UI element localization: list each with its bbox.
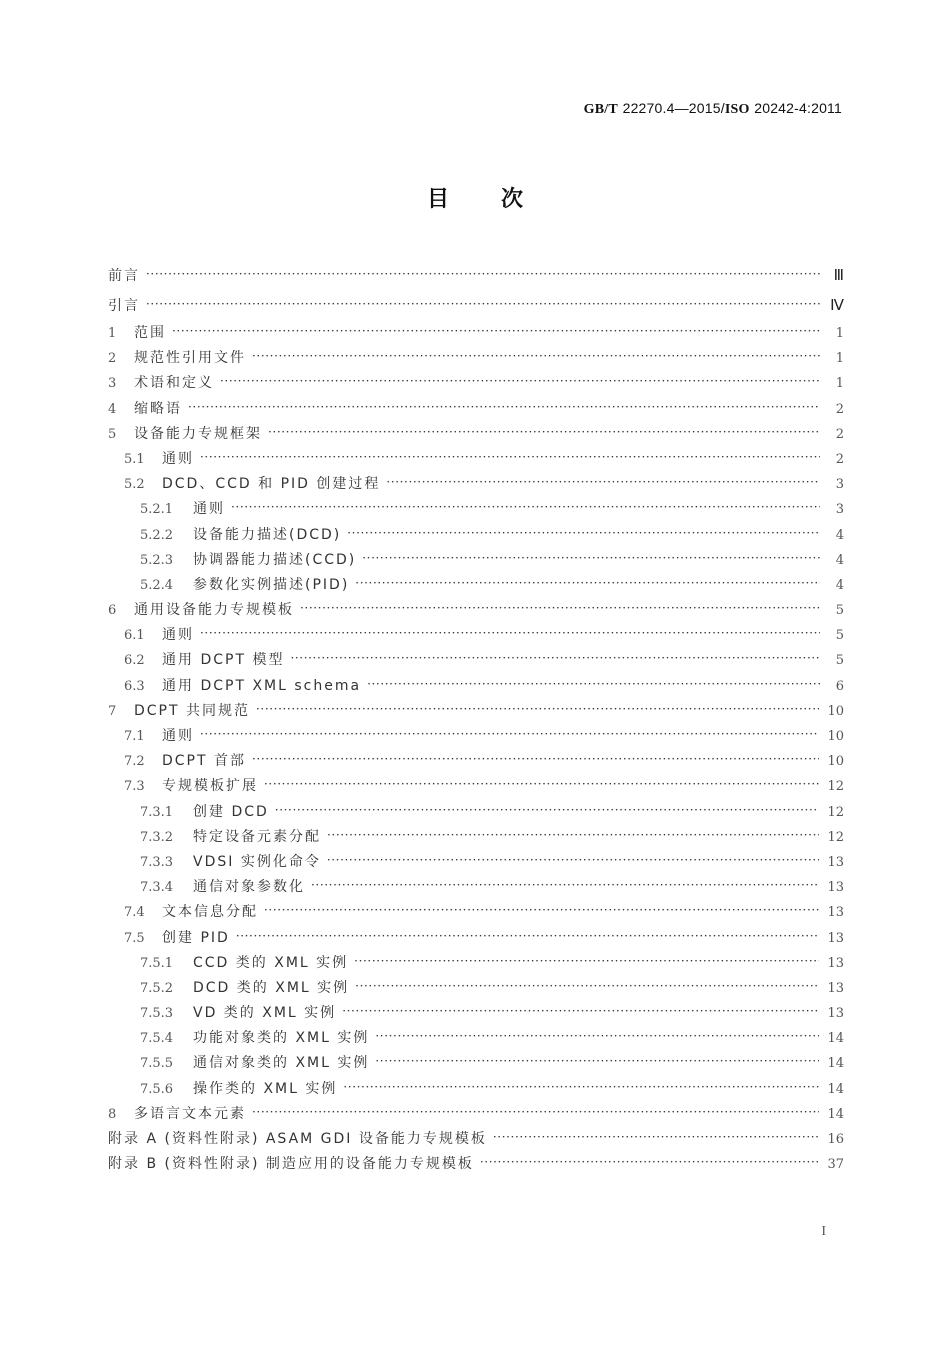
toc-entry-page: 14 [827,1056,844,1072]
toc-entry-page: 3 [835,477,844,493]
toc-entry[interactable] [108,875,844,900]
toc-leader-dots [386,470,820,495]
toc-leader-dots [252,747,819,772]
toc-leader-dots [375,1049,819,1074]
toc-entry-label: 参数化实例描述(PID) [193,576,350,593]
toc-leader-dots [300,596,820,621]
toc-entry-label: 操作类的 XML 实例 [193,1080,338,1097]
toc-leader-dots [355,974,819,999]
toc-entry-number: 7.1 [124,729,145,744]
toc-leader-dots [220,369,820,394]
toc-entry-number: 7.3 [124,779,145,795]
toc-entry-page: 4 [835,552,844,568]
toc-entry-label: 通则 [162,450,194,467]
toc-entry-label: 附录 A (资料性附录) ASAM GDI 设备能力专规模板 [108,1131,487,1147]
iso-number: 20242-4:2011 [754,100,842,116]
toc-entry[interactable] [108,573,844,598]
toc-entry-number: 7.5.2 [140,980,174,996]
toc-entry[interactable] [108,422,844,447]
toc-entry[interactable] [108,472,844,497]
toc-entry-page: 5 [835,628,844,644]
toc-entry-number: 7.5.1 [140,955,174,971]
toc-entry-page: 4 [835,527,844,543]
toc-entry-label: 范围 [134,325,166,341]
toc-entry[interactable] [108,1026,844,1051]
toc-entry-page: 2 [835,401,844,417]
toc-entry-page: 37 [827,1157,844,1173]
toc-entry-label: 规范性引用文件 [134,350,246,367]
toc-entry-label: 文本信息分配 [162,904,258,921]
toc-entry[interactable] [108,523,844,548]
toc-entry-label: 通用设备能力专规模板 [134,602,294,619]
toc-entry-label: DCD 类的 XML 实例 [193,979,350,996]
toc-entry-label: DCPT 首部 [162,753,246,770]
toc-entry-page: 1 [835,376,844,392]
toc-leader-dots [342,999,819,1024]
toc-entry-page: 13 [827,955,844,971]
toc-leader-dots [367,672,820,697]
toc-leader-dots [146,260,820,290]
toc-entry[interactable] [108,1077,844,1102]
toc-entry-number: 7.3.2 [140,829,174,845]
toc-entry[interactable] [108,800,844,825]
toc-leader-dots [188,395,820,420]
toc-entry[interactable] [108,749,844,774]
toc-entry-label: 前言 [108,268,140,284]
toc-entry-number: 5.2.2 [140,527,174,543]
toc-entry-label: 通信对象类的 XML 实例 [193,1055,370,1072]
toc-entry-page: 5 [835,653,844,669]
toc-leader-dots [252,1100,819,1125]
toc-leader-dots [231,495,820,520]
toc-entry[interactable] [108,648,844,673]
toc-entry-page: 13 [827,980,844,996]
toc-entry-number: 6.1 [124,628,145,644]
toc-entry-page: 14 [827,1031,844,1047]
toc-entry[interactable] [108,951,844,976]
toc-leader-dots [354,949,819,974]
toc-entry-page: 12 [827,804,844,820]
toc-entry-page: 12 [827,779,844,795]
toc-leader-dots [146,290,820,320]
toc-entry-number: 5.2.3 [140,552,174,568]
toc-entry[interactable] [108,976,844,1001]
toc-entry-label: 通则 [162,728,194,744]
toc-entry-page: 10 [827,729,844,744]
toc-entry[interactable] [108,1001,844,1026]
toc-entry[interactable] [108,497,844,522]
toc-entry-label: CCD 类的 XML 实例 [193,954,349,971]
toc-leader-dots [275,798,820,823]
iso-prefix: ISO [724,102,750,117]
toc-entry-number: 7.5.5 [140,1056,174,1072]
toc-leader-dots [200,445,820,470]
toc-entry-label: VDSI 实例化命令 [193,853,321,870]
toc-entry-page: 10 [827,754,844,770]
page-title-char-1: 目 [426,187,449,212]
toc-leader-dots [327,823,819,848]
toc-entry-number: 5.2.1 [140,502,174,518]
toc-entry[interactable] [108,346,844,371]
toc-entry[interactable] [108,447,844,472]
toc-entry-number: 7.5.4 [140,1031,174,1047]
toc-entry[interactable] [108,900,844,925]
toc-leader-dots [375,1024,819,1049]
page-title-char-2: 次 [501,187,524,212]
toc-leader-dots [311,873,819,898]
toc-entry-number: 7.5 [124,930,145,946]
toc-leader-dots [264,772,819,797]
toc-entry-label: 术语和定义 [134,375,214,392]
toc-entry-number: 7.2 [124,754,145,770]
toc-entry-number: 7.4 [124,905,145,921]
table-of-contents [108,262,844,1177]
toc-entry[interactable] [108,262,844,292]
toc-entry-page: 13 [827,880,844,896]
toc-entry-number: 7.3.3 [140,854,174,870]
toc-entry-number: 5.2 [124,477,145,493]
toc-leader-dots [343,1075,819,1100]
toc-entry-number: 4 [108,401,117,417]
toc-entry-page: 2 [835,426,844,442]
toc-entry-label: 协调器能力描述(CCD) [193,551,357,568]
toc-leader-dots [290,646,820,671]
toc-entry-page: 2 [835,451,844,467]
toc-leader-dots [264,898,819,923]
toc-entry[interactable] [108,699,844,724]
toc-leader-dots [493,1125,820,1150]
toc-entry[interactable] [108,1127,844,1152]
toc-entry-page: 12 [827,829,844,845]
toc-entry[interactable] [108,1102,844,1127]
toc-entry-page: 4 [835,577,844,593]
toc-entry-label: 设备能力描述(DCD) [193,526,342,543]
toc-entry-number: 1 [108,326,117,341]
toc-entry-label: 创建 PID [162,929,230,946]
toc-entry-page: 1 [835,351,844,367]
toc-entry-number: 7.5.6 [140,1081,174,1097]
toc-entry-label: DCD、CCD 和 PID 创建过程 [162,476,381,493]
toc-entry-page: 13 [827,905,844,921]
toc-entry-number: 5 [108,426,117,442]
toc-entry[interactable] [108,825,844,850]
toc-entry-label: 功能对象类的 XML 实例 [193,1030,370,1047]
toc-entry-page: 10 [827,703,844,719]
toc-entry-page: 5 [835,603,844,619]
toc-entry-label: 引言 [108,297,140,314]
toc-entry-number: 7.3.1 [140,804,174,820]
toc-entry-number: 7.5.3 [140,1006,174,1022]
toc-entry-page: 6 [835,678,844,694]
toc-entry-page: Ⅳ [830,297,844,314]
toc-entry-number: 6.3 [124,678,145,694]
toc-entry[interactable] [108,1152,844,1177]
toc-entry-label: DCPT 共同规范 [134,702,250,719]
toc-entry[interactable] [108,623,844,648]
toc-leader-dots [236,924,820,949]
toc-entry[interactable] [108,548,844,573]
toc-entry-label: 通则 [193,501,225,518]
toc-entry-page: 13 [827,1006,844,1022]
toc-entry-page: 13 [827,930,844,946]
toc-entry-number: 5.2.4 [140,577,174,593]
toc-entry-number: 8 [108,1106,117,1122]
toc-leader-dots [362,546,820,571]
toc-entry-page: 16 [827,1132,844,1147]
footer-page-number: I [821,1224,826,1239]
toc-entry-number: 3 [108,376,117,392]
toc-leader-dots [347,521,820,546]
toc-entry-label: 特定设备元素分配 [193,828,321,845]
toc-entry-page: 14 [827,1106,844,1122]
toc-leader-dots [252,344,820,369]
toc-entry-label: 多语言文本元素 [134,1105,246,1122]
toc-entry[interactable] [108,371,844,396]
toc-entry[interactable] [108,850,844,875]
page-title [0,182,950,213]
toc-leader-dots [256,697,819,722]
toc-entry[interactable] [108,674,844,699]
toc-entry-number: 5.1 [124,451,145,467]
toc-entry[interactable] [108,1051,844,1076]
toc-entry-number: 6 [108,603,117,619]
standard-prefix: GB/T [583,102,618,117]
toc-entry[interactable] [108,397,844,422]
toc-entry-page: 13 [827,854,844,870]
toc-entry-label: 设备能力专规框架 [134,425,262,442]
toc-entry-page: 1 [835,326,844,341]
toc-entry[interactable] [108,292,844,322]
toc-entry-number: 7 [108,703,117,719]
toc-leader-dots [200,722,819,747]
toc-entry-page: 14 [827,1081,844,1097]
toc-leader-dots [200,621,820,646]
toc-entry-label: VD 类的 XML 实例 [193,1005,337,1022]
toc-entry-label: 通信对象参数化 [193,879,305,896]
standard-number: 22270.4—2015/ [622,100,725,116]
toc-entry-page: Ⅲ [833,268,844,284]
toc-leader-dots [327,848,820,873]
toc-entry-page: 3 [835,502,844,518]
toc-entry-label: 专规模板扩展 [162,778,258,795]
toc-leader-dots [172,319,820,344]
toc-leader-dots [268,420,820,445]
toc-entry[interactable] [108,598,844,623]
toc-entry[interactable] [108,724,844,749]
toc-leader-dots [480,1150,820,1175]
toc-leader-dots [355,571,820,596]
toc-entry[interactable] [108,321,844,346]
toc-entry-number: 7.3.4 [140,880,174,896]
toc-entry-label: 创建 DCD [193,803,269,820]
toc-entry-label: 通用 DCPT 模型 [162,652,285,669]
toc-entry[interactable] [108,926,844,951]
toc-entry-number: 6.2 [124,653,145,669]
toc-entry-number: 2 [108,351,117,367]
toc-entry-label: 通则 [162,627,194,644]
toc-entry-label: 通用 DCPT XML schema [162,677,362,694]
toc-entry-label: 附录 B (资料性附录) 制造应用的设备能力专规模板 [108,1156,474,1173]
toc-entry-label: 缩略语 [134,400,182,417]
toc-entry[interactable] [108,774,844,799]
standard-code-header [584,100,842,118]
